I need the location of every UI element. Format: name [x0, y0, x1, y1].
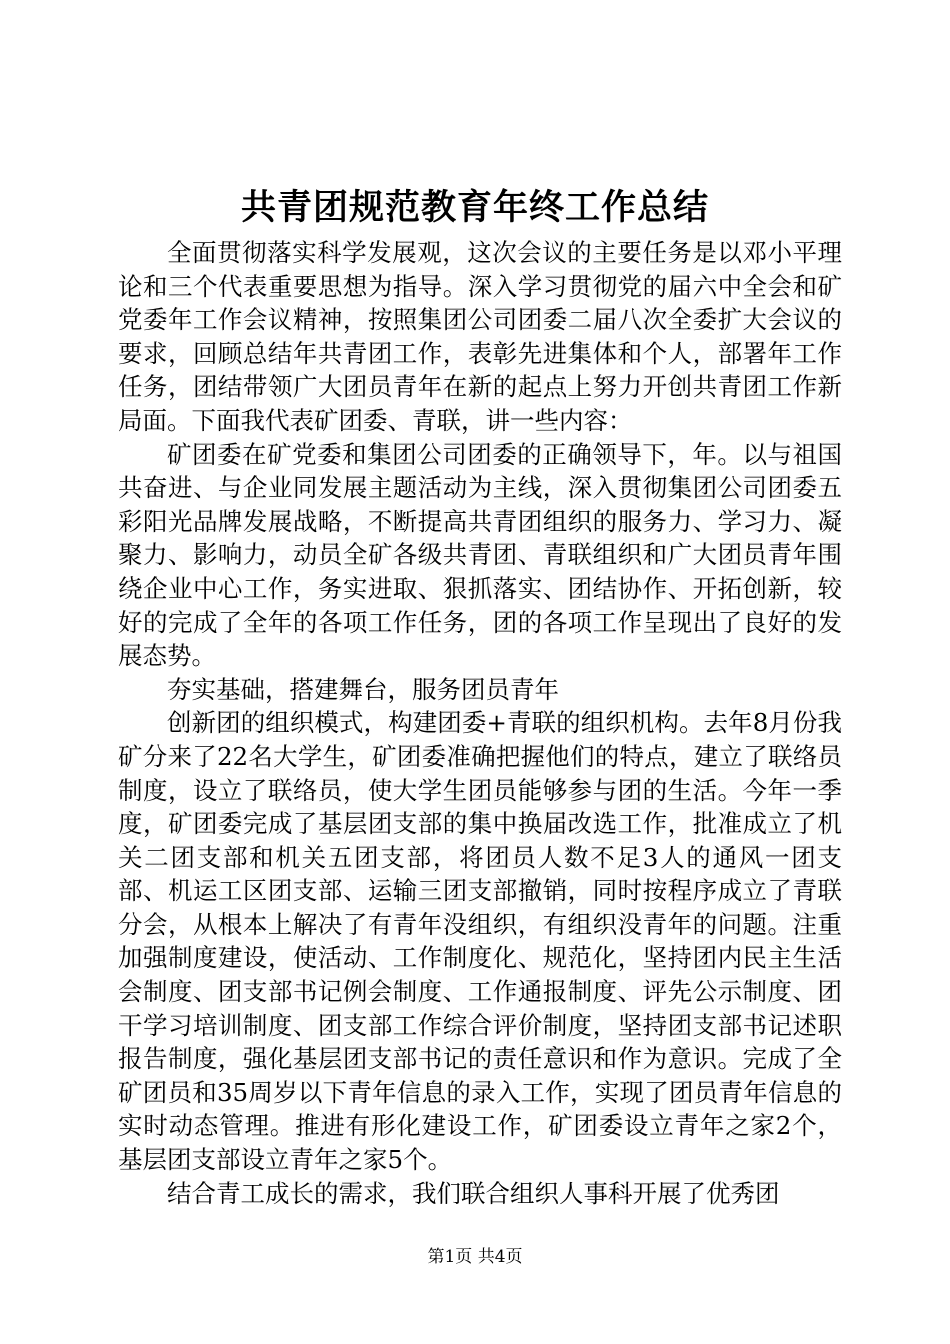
paragraph-intro: 全面贯彻落实科学发展观，这次会议的主要任务是以邓小平理论和三个代表重要思想为指导。深入学习贯彻党的届六中全会和矿党委年工作会议精神，按照集团公司团委二届八次全委扩大会议的要求，回顾总结年共青团工作，表彰先进集体和个人，部署年工作任务，团结带领广大团员青年在新的起点上努力开创共青团工作新局面。下面我代表矿团委、青联，讲一些内容： [118, 238, 842, 435]
document-body [118, 236, 842, 1210]
section-heading: 夯实基础，搭建舞台，服务团员青年 [167, 674, 559, 704]
paragraph-youth-growth: 结合青工成长的需求，我们联合组织人事科开展了优秀团 [167, 1178, 780, 1208]
paragraph-leadership: 矿团委在矿党委和集团公司团委的正确领导下，年。以与祖国共奋进、与企业同发展主题活动为主线，深入贯彻集团公司团委五彩阳光品牌发展战略，不断提高共青团组织的服务力、学习力、凝聚力、影响力，动员全矿各级共青团、青联组织和广大团员青年围绕企业中心工作，务实进取、狠抓落实、团结协作、开拓创新，较好的完成了全年的各项工作任务，团的各项工作呈现出了良好的发展态势。 [118, 439, 842, 671]
page-footer: 第1页 共4页 [427, 1247, 523, 1267]
paragraph-organization: 创新团的组织模式，构建团委+青联的组织机构。去年8月份我矿分来了22名大学生，矿团委准确把握他们的特点，建立了联络员制度，设立了联络员，使大学生团员能够参与团的生活。今年一季度，矿团委完成了基层团支部的集中换届改选工作，批准成立了机关二团支部和机关五团支部，将团员人数不足3人的通风一团支部、机运工区团支部、运输三团支部撤销，同时按程序成立了青联分会，从根本上解决了有青年没组织，有组织没青年的问题。注重加强制度建设，使活动、工作制度化、规范化，坚持团内民主生活会制度、团支部书记例会制度、工作通报制度、评先公示制度、团干学习培训制度、团支部工作综合评价制度，坚持团支部书记述职报告制度，强化基层团支部书记的责任意识和作为意识。完成了全矿团员和35周岁以下青年信息的录入工作，实现了团员青年信息的实时动态管理。推进有形化建设工作，矿团委设立青年之家2个，基层团支部设立青年之家5个。 [118, 708, 842, 1175]
document-title: 共青团规范教育年终工作总结 [240, 187, 709, 228]
